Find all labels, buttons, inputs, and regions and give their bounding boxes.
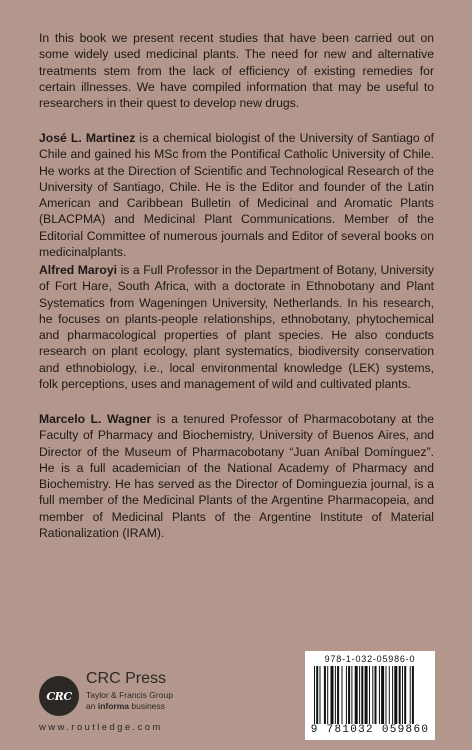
- author-name: Marcelo L. Wagner: [39, 412, 152, 426]
- author-name: José L. Martinez: [39, 131, 136, 145]
- logo-text: CRC: [46, 689, 72, 703]
- publisher-block: [39, 664, 219, 724]
- author-bio-maroyi: [39, 262, 434, 392]
- publisher-website: www.routledge.com: [39, 722, 163, 733]
- author-name: Alfred Maroyi: [39, 263, 118, 277]
- author-bio-text: is a chemical biologist of the University of Santiago of Chile and gained his MSc from the Pontifical Catholic University of Chile. He works at the Direction of Scientific and Technological Research of the University of Santiago, Chile. He is the Editor and founder of the Latin American and Caribbean Bulletin of Medicinal and Aromatic Plants (BLACPMA) and Medicinal Plant Communications. Member of the Editorial Committee of numerous journals and Editor of several books on medicinalplants.: [39, 131, 434, 260]
- isbn-barcode: [305, 651, 435, 740]
- author-bio-text: is a Full Professor in the Department of Botany, University of Fort Hare, South Africa, with a doctorate in Ethnobotany and Plant Systematics from Wageningen University, Netherlands. In his research, he focuses on plants-people relationships, ethnobotany, phytochemical and pharmacological properties of plant species. He also conducts research on plant ecology, plant systematics, biodiversity conservation and ethnobiology, i.e., local environmental knowledge (LEK) systems, folk perceptions, uses and management of wild and cultivated plants.: [39, 263, 434, 392]
- author-bio-martinez: [39, 130, 434, 260]
- business-prefix: an: [86, 701, 98, 711]
- author-bio-text: is a tenured Professor of Pharmacobotany at the Faculty of Pharmacy and Biochemistry, University of Buenos Aires, and Director of the Museum of Pharmacobotany “Juan Aníbal Domínguez”. He is a full academician of the National Academy of Pharmacy and Biochemistry. He has served as the Director of Dominguezia journal, is a full member of the Medicinal Plants of the Argentine Pharmacopeia, and member of Medicinal Plants of the Argentine Institute of Material Rationalization (IRAM).: [39, 412, 434, 541]
- barcode-digits: 9 781032 059860: [310, 724, 430, 736]
- author-bio-wagner: [39, 411, 434, 541]
- barcode-icon: [314, 666, 426, 724]
- intro-paragraph: In this book we present recent studies that have been carried out on some widely used medicinal plants. The need for new and alternative treatments stem from the lack of efficiency of existing remedies for certain illnesses. We have compiled information that may be useful to researchers in their quest to develop new drugs.: [39, 31, 434, 111]
- publisher-business: [86, 701, 165, 711]
- business-suffix: business: [129, 701, 165, 711]
- publisher-group: Taylor & Francis Group: [86, 690, 173, 700]
- publisher-name: CRC Press: [86, 670, 167, 687]
- informa-brand: informa: [97, 701, 129, 711]
- crc-logo-icon: [39, 676, 79, 716]
- isbn-number: 978-1-032-05986-0: [324, 654, 416, 664]
